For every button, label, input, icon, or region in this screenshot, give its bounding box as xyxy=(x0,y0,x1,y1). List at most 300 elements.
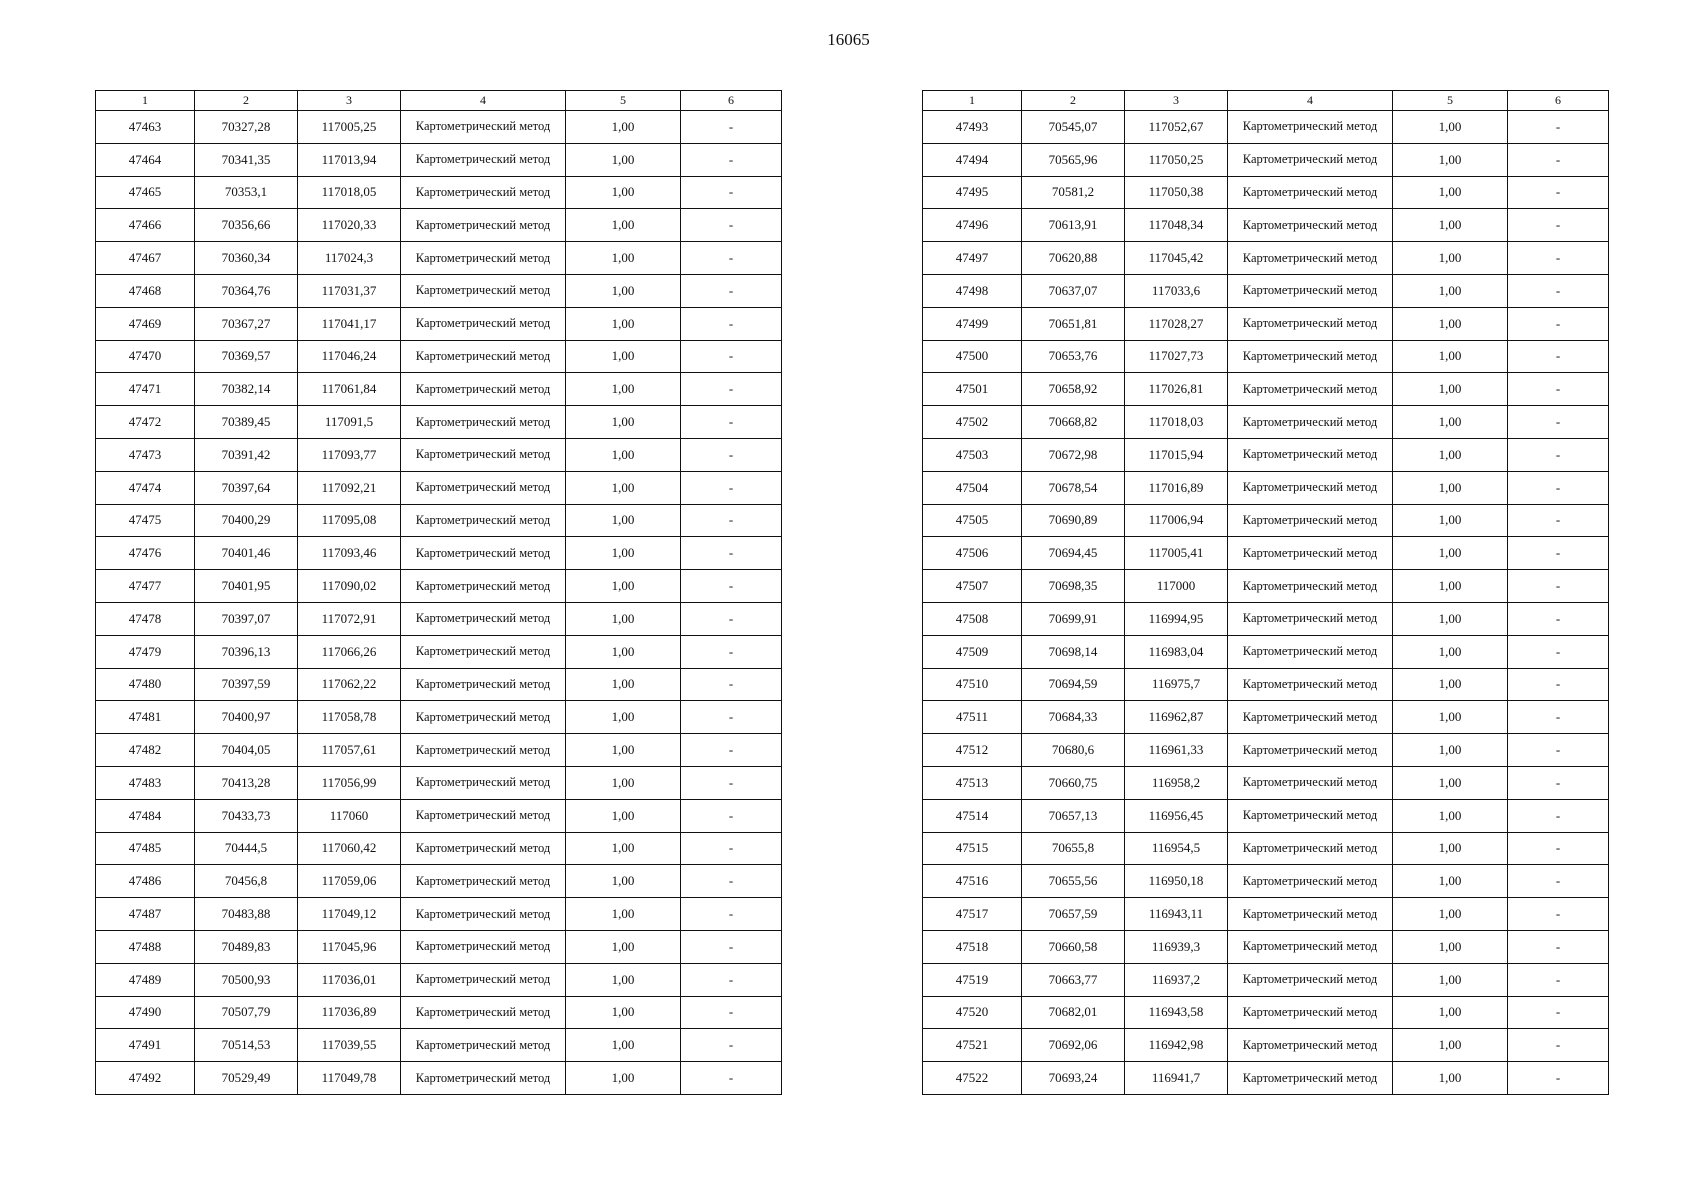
y-coordinate-cell: 117045,96 xyxy=(298,930,401,963)
y-coordinate-cell: 117031,37 xyxy=(298,274,401,307)
y-coordinate-cell: 117000 xyxy=(1125,570,1228,603)
y-coordinate-cell: 117027,73 xyxy=(1125,340,1228,373)
note-cell: - xyxy=(681,1029,782,1062)
table-row xyxy=(923,635,1609,668)
method-cell: Картометрический метод xyxy=(401,111,566,144)
table-row xyxy=(96,438,782,471)
table-row xyxy=(96,668,782,701)
x-coordinate-cell: 70514,53 xyxy=(195,1029,298,1062)
coordinates-table-right xyxy=(922,90,1609,1095)
x-coordinate-cell: 70341,35 xyxy=(195,143,298,176)
note-cell: - xyxy=(681,504,782,537)
accuracy-cell: 1,00 xyxy=(1393,471,1508,504)
accuracy-cell: 1,00 xyxy=(566,734,681,767)
method-cell: Картометрический метод xyxy=(1228,734,1393,767)
x-coordinate-cell: 70637,07 xyxy=(1022,274,1125,307)
y-coordinate-cell: 117049,12 xyxy=(298,898,401,931)
method-cell: Картометрический метод xyxy=(401,701,566,734)
point-number-cell: 47483 xyxy=(96,766,195,799)
table-row xyxy=(96,537,782,570)
note-cell: - xyxy=(681,668,782,701)
table-row xyxy=(923,242,1609,275)
accuracy-cell: 1,00 xyxy=(566,865,681,898)
accuracy-cell: 1,00 xyxy=(1393,701,1508,734)
accuracy-cell: 1,00 xyxy=(1393,734,1508,767)
note-cell: - xyxy=(681,734,782,767)
table-row xyxy=(96,504,782,537)
accuracy-cell: 1,00 xyxy=(1393,865,1508,898)
accuracy-cell: 1,00 xyxy=(1393,111,1508,144)
x-coordinate-cell: 70369,57 xyxy=(195,340,298,373)
x-coordinate-cell: 70444,5 xyxy=(195,832,298,865)
x-coordinate-cell: 70657,59 xyxy=(1022,898,1125,931)
accuracy-cell: 1,00 xyxy=(566,504,681,537)
column-header: 3 xyxy=(298,91,401,111)
y-coordinate-cell: 116958,2 xyxy=(1125,766,1228,799)
x-coordinate-cell: 70668,82 xyxy=(1022,406,1125,439)
accuracy-cell: 1,00 xyxy=(566,570,681,603)
note-cell: - xyxy=(681,471,782,504)
accuracy-cell: 1,00 xyxy=(1393,406,1508,439)
method-cell: Картометрический метод xyxy=(1228,406,1393,439)
accuracy-cell: 1,00 xyxy=(1393,930,1508,963)
point-number-cell: 47485 xyxy=(96,832,195,865)
accuracy-cell: 1,00 xyxy=(566,1029,681,1062)
point-number-cell: 47516 xyxy=(923,865,1022,898)
column-header: 3 xyxy=(1125,91,1228,111)
y-coordinate-cell: 116937,2 xyxy=(1125,963,1228,996)
note-cell: - xyxy=(681,963,782,996)
method-cell: Картометрический метод xyxy=(401,799,566,832)
point-number-cell: 47479 xyxy=(96,635,195,668)
table-row xyxy=(96,635,782,668)
x-coordinate-cell: 70694,45 xyxy=(1022,537,1125,570)
method-cell: Картометрический метод xyxy=(1228,111,1393,144)
y-coordinate-cell: 116939,3 xyxy=(1125,930,1228,963)
point-number-cell: 47482 xyxy=(96,734,195,767)
accuracy-cell: 1,00 xyxy=(1393,438,1508,471)
point-number-cell: 47476 xyxy=(96,537,195,570)
x-coordinate-cell: 70529,49 xyxy=(195,1062,298,1095)
table-row xyxy=(96,242,782,275)
y-coordinate-cell: 116943,58 xyxy=(1125,996,1228,1029)
x-coordinate-cell: 70413,28 xyxy=(195,766,298,799)
x-coordinate-cell: 70653,76 xyxy=(1022,340,1125,373)
x-coordinate-cell: 70400,29 xyxy=(195,504,298,537)
point-number-cell: 47470 xyxy=(96,340,195,373)
method-cell: Картометрический метод xyxy=(401,996,566,1029)
method-cell: Картометрический метод xyxy=(1228,930,1393,963)
column-header: 2 xyxy=(195,91,298,111)
table-row xyxy=(923,996,1609,1029)
method-cell: Картометрический метод xyxy=(401,406,566,439)
table-row xyxy=(96,209,782,242)
accuracy-cell: 1,00 xyxy=(566,274,681,307)
y-coordinate-cell: 117062,22 xyxy=(298,668,401,701)
table-row xyxy=(96,602,782,635)
table-row xyxy=(96,143,782,176)
x-coordinate-cell: 70660,75 xyxy=(1022,766,1125,799)
y-coordinate-cell: 117093,46 xyxy=(298,537,401,570)
y-coordinate-cell: 117048,34 xyxy=(1125,209,1228,242)
note-cell: - xyxy=(681,865,782,898)
point-number-cell: 47491 xyxy=(96,1029,195,1062)
table-row xyxy=(923,274,1609,307)
note-cell: - xyxy=(1508,307,1609,340)
table-row xyxy=(96,111,782,144)
x-coordinate-cell: 70396,13 xyxy=(195,635,298,668)
method-cell: Картометрический метод xyxy=(401,734,566,767)
table-row xyxy=(923,799,1609,832)
header-row xyxy=(923,91,1609,111)
y-coordinate-cell: 117095,08 xyxy=(298,504,401,537)
method-cell: Картометрический метод xyxy=(401,898,566,931)
point-number-cell: 47498 xyxy=(923,274,1022,307)
accuracy-cell: 1,00 xyxy=(566,111,681,144)
table-row xyxy=(96,373,782,406)
column-header: 5 xyxy=(566,91,681,111)
y-coordinate-cell: 117050,38 xyxy=(1125,176,1228,209)
x-coordinate-cell: 70693,24 xyxy=(1022,1062,1125,1095)
point-number-cell: 47517 xyxy=(923,898,1022,931)
note-cell: - xyxy=(681,766,782,799)
accuracy-cell: 1,00 xyxy=(566,1062,681,1095)
point-number-cell: 47499 xyxy=(923,307,1022,340)
table-row xyxy=(96,570,782,603)
accuracy-cell: 1,00 xyxy=(1393,963,1508,996)
table-row xyxy=(96,701,782,734)
point-number-cell: 47477 xyxy=(96,570,195,603)
point-number-cell: 47464 xyxy=(96,143,195,176)
method-cell: Картометрический метод xyxy=(1228,832,1393,865)
accuracy-cell: 1,00 xyxy=(1393,898,1508,931)
note-cell: - xyxy=(1508,438,1609,471)
y-coordinate-cell: 117061,84 xyxy=(298,373,401,406)
method-cell: Картометрический метод xyxy=(1228,635,1393,668)
accuracy-cell: 1,00 xyxy=(1393,570,1508,603)
note-cell: - xyxy=(681,274,782,307)
y-coordinate-cell: 117091,5 xyxy=(298,406,401,439)
point-number-cell: 47474 xyxy=(96,471,195,504)
method-cell: Картометрический метод xyxy=(1228,504,1393,537)
table-row xyxy=(96,832,782,865)
note-cell: - xyxy=(681,143,782,176)
table-row xyxy=(923,766,1609,799)
accuracy-cell: 1,00 xyxy=(566,766,681,799)
y-coordinate-cell: 117006,94 xyxy=(1125,504,1228,537)
table-row xyxy=(96,274,782,307)
note-cell: - xyxy=(1508,406,1609,439)
note-cell: - xyxy=(1508,832,1609,865)
method-cell: Картометрический метод xyxy=(401,373,566,406)
point-number-cell: 47500 xyxy=(923,340,1022,373)
column-header: 6 xyxy=(1508,91,1609,111)
accuracy-cell: 1,00 xyxy=(566,701,681,734)
table-row xyxy=(96,471,782,504)
accuracy-cell: 1,00 xyxy=(1393,799,1508,832)
column-header: 2 xyxy=(1022,91,1125,111)
method-cell: Картометрический метод xyxy=(1228,1029,1393,1062)
x-coordinate-cell: 70397,64 xyxy=(195,471,298,504)
y-coordinate-cell: 117020,33 xyxy=(298,209,401,242)
note-cell: - xyxy=(1508,471,1609,504)
y-coordinate-cell: 117018,03 xyxy=(1125,406,1228,439)
method-cell: Картометрический метод xyxy=(401,209,566,242)
table-row xyxy=(923,602,1609,635)
point-number-cell: 47515 xyxy=(923,832,1022,865)
method-cell: Картометрический метод xyxy=(401,570,566,603)
point-number-cell: 47468 xyxy=(96,274,195,307)
method-cell: Картометрический метод xyxy=(1228,242,1393,275)
note-cell: - xyxy=(681,209,782,242)
table-row xyxy=(96,898,782,931)
y-coordinate-cell: 117092,21 xyxy=(298,471,401,504)
table-row xyxy=(923,373,1609,406)
coordinates-table-left xyxy=(95,90,782,1095)
y-coordinate-cell: 117060 xyxy=(298,799,401,832)
note-cell: - xyxy=(1508,143,1609,176)
accuracy-cell: 1,00 xyxy=(1393,307,1508,340)
method-cell: Картометрический метод xyxy=(401,504,566,537)
y-coordinate-cell: 117072,91 xyxy=(298,602,401,635)
x-coordinate-cell: 70507,79 xyxy=(195,996,298,1029)
table-row xyxy=(923,537,1609,570)
point-number-cell: 47475 xyxy=(96,504,195,537)
method-cell: Картометрический метод xyxy=(401,602,566,635)
x-coordinate-cell: 70404,05 xyxy=(195,734,298,767)
y-coordinate-cell: 117005,25 xyxy=(298,111,401,144)
point-number-cell: 47508 xyxy=(923,602,1022,635)
y-coordinate-cell: 116950,18 xyxy=(1125,865,1228,898)
table-row xyxy=(923,406,1609,439)
method-cell: Картометрический метод xyxy=(1228,898,1393,931)
point-number-cell: 47522 xyxy=(923,1062,1022,1095)
accuracy-cell: 1,00 xyxy=(566,635,681,668)
method-cell: Картометрический метод xyxy=(401,766,566,799)
point-number-cell: 47465 xyxy=(96,176,195,209)
y-coordinate-cell: 117033,6 xyxy=(1125,274,1228,307)
x-coordinate-cell: 70400,97 xyxy=(195,701,298,734)
note-cell: - xyxy=(1508,373,1609,406)
method-cell: Картометрический метод xyxy=(401,340,566,373)
point-number-cell: 47520 xyxy=(923,996,1022,1029)
accuracy-cell: 1,00 xyxy=(566,963,681,996)
note-cell: - xyxy=(1508,865,1609,898)
x-coordinate-cell: 70658,92 xyxy=(1022,373,1125,406)
method-cell: Картометрический метод xyxy=(1228,176,1393,209)
x-coordinate-cell: 70401,95 xyxy=(195,570,298,603)
x-coordinate-cell: 70684,33 xyxy=(1022,701,1125,734)
accuracy-cell: 1,00 xyxy=(566,209,681,242)
note-cell: - xyxy=(1508,111,1609,144)
y-coordinate-cell: 117036,01 xyxy=(298,963,401,996)
point-number-cell: 47504 xyxy=(923,471,1022,504)
note-cell: - xyxy=(681,438,782,471)
y-coordinate-cell: 117066,26 xyxy=(298,635,401,668)
point-number-cell: 47480 xyxy=(96,668,195,701)
x-coordinate-cell: 70364,76 xyxy=(195,274,298,307)
x-coordinate-cell: 70660,58 xyxy=(1022,930,1125,963)
point-number-cell: 47484 xyxy=(96,799,195,832)
table-row xyxy=(923,668,1609,701)
note-cell: - xyxy=(681,799,782,832)
point-number-cell: 47486 xyxy=(96,865,195,898)
method-cell: Картометрический метод xyxy=(1228,340,1393,373)
x-coordinate-cell: 70360,34 xyxy=(195,242,298,275)
y-coordinate-cell: 117050,25 xyxy=(1125,143,1228,176)
note-cell: - xyxy=(1508,570,1609,603)
point-number-cell: 47503 xyxy=(923,438,1022,471)
method-cell: Картометрический метод xyxy=(401,668,566,701)
x-coordinate-cell: 70391,42 xyxy=(195,438,298,471)
method-cell: Картометрический метод xyxy=(401,1029,566,1062)
method-cell: Картометрический метод xyxy=(401,635,566,668)
y-coordinate-cell: 117016,89 xyxy=(1125,471,1228,504)
table-row xyxy=(96,1029,782,1062)
point-number-cell: 47469 xyxy=(96,307,195,340)
table-row xyxy=(96,799,782,832)
y-coordinate-cell: 116961,33 xyxy=(1125,734,1228,767)
accuracy-cell: 1,00 xyxy=(566,143,681,176)
x-coordinate-cell: 70672,98 xyxy=(1022,438,1125,471)
x-coordinate-cell: 70655,8 xyxy=(1022,832,1125,865)
table-row xyxy=(923,865,1609,898)
y-coordinate-cell: 117059,06 xyxy=(298,865,401,898)
x-coordinate-cell: 70483,88 xyxy=(195,898,298,931)
x-coordinate-cell: 70694,59 xyxy=(1022,668,1125,701)
point-number-cell: 47490 xyxy=(96,996,195,1029)
table-row xyxy=(923,471,1609,504)
note-cell: - xyxy=(681,537,782,570)
y-coordinate-cell: 117057,61 xyxy=(298,734,401,767)
table-row xyxy=(923,930,1609,963)
y-coordinate-cell: 117093,77 xyxy=(298,438,401,471)
note-cell: - xyxy=(681,570,782,603)
accuracy-cell: 1,00 xyxy=(1393,832,1508,865)
point-number-cell: 47497 xyxy=(923,242,1022,275)
method-cell: Картометрический метод xyxy=(401,832,566,865)
accuracy-cell: 1,00 xyxy=(566,340,681,373)
x-coordinate-cell: 70655,56 xyxy=(1022,865,1125,898)
y-coordinate-cell: 117052,67 xyxy=(1125,111,1228,144)
point-number-cell: 47478 xyxy=(96,602,195,635)
point-number-cell: 47505 xyxy=(923,504,1022,537)
accuracy-cell: 1,00 xyxy=(566,930,681,963)
x-coordinate-cell: 70433,73 xyxy=(195,799,298,832)
table-row xyxy=(923,438,1609,471)
note-cell: - xyxy=(681,111,782,144)
method-cell: Картометрический метод xyxy=(1228,570,1393,603)
point-number-cell: 47473 xyxy=(96,438,195,471)
method-cell: Картометрический метод xyxy=(1228,602,1393,635)
method-cell: Картометрический метод xyxy=(1228,799,1393,832)
y-coordinate-cell: 116962,87 xyxy=(1125,701,1228,734)
method-cell: Картометрический метод xyxy=(1228,373,1393,406)
x-coordinate-cell: 70327,28 xyxy=(195,111,298,144)
point-number-cell: 47463 xyxy=(96,111,195,144)
point-number-cell: 47519 xyxy=(923,963,1022,996)
y-coordinate-cell: 116983,04 xyxy=(1125,635,1228,668)
y-coordinate-cell: 117026,81 xyxy=(1125,373,1228,406)
note-cell: - xyxy=(1508,701,1609,734)
table-row xyxy=(96,766,782,799)
y-coordinate-cell: 117045,42 xyxy=(1125,242,1228,275)
accuracy-cell: 1,00 xyxy=(1393,635,1508,668)
x-coordinate-cell: 70456,8 xyxy=(195,865,298,898)
x-coordinate-cell: 70678,54 xyxy=(1022,471,1125,504)
method-cell: Картометрический метод xyxy=(401,1062,566,1095)
note-cell: - xyxy=(681,635,782,668)
note-cell: - xyxy=(1508,537,1609,570)
column-header: 1 xyxy=(96,91,195,111)
method-cell: Картометрический метод xyxy=(1228,668,1393,701)
note-cell: - xyxy=(681,242,782,275)
accuracy-cell: 1,00 xyxy=(566,242,681,275)
table-row xyxy=(96,963,782,996)
y-coordinate-cell: 117046,24 xyxy=(298,340,401,373)
point-number-cell: 47492 xyxy=(96,1062,195,1095)
method-cell: Картометрический метод xyxy=(1228,537,1393,570)
note-cell: - xyxy=(1508,602,1609,635)
y-coordinate-cell: 116941,7 xyxy=(1125,1062,1228,1095)
note-cell: - xyxy=(1508,1062,1609,1095)
column-header: 4 xyxy=(401,91,566,111)
x-coordinate-cell: 70651,81 xyxy=(1022,307,1125,340)
column-header: 1 xyxy=(923,91,1022,111)
accuracy-cell: 1,00 xyxy=(566,602,681,635)
accuracy-cell: 1,00 xyxy=(566,438,681,471)
method-cell: Картометрический метод xyxy=(1228,307,1393,340)
accuracy-cell: 1,00 xyxy=(1393,143,1508,176)
method-cell: Картометрический метод xyxy=(1228,766,1393,799)
page-number: 16065 xyxy=(827,30,870,49)
point-number-cell: 47494 xyxy=(923,143,1022,176)
accuracy-cell: 1,00 xyxy=(566,406,681,439)
accuracy-cell: 1,00 xyxy=(1393,766,1508,799)
method-cell: Картометрический метод xyxy=(1228,209,1393,242)
note-cell: - xyxy=(1508,799,1609,832)
note-cell: - xyxy=(681,340,782,373)
y-coordinate-cell: 117039,55 xyxy=(298,1029,401,1062)
table-row xyxy=(96,996,782,1029)
accuracy-cell: 1,00 xyxy=(1393,1029,1508,1062)
note-cell: - xyxy=(681,176,782,209)
x-coordinate-cell: 70613,91 xyxy=(1022,209,1125,242)
accuracy-cell: 1,00 xyxy=(566,898,681,931)
table-row xyxy=(923,701,1609,734)
note-cell: - xyxy=(1508,209,1609,242)
accuracy-cell: 1,00 xyxy=(566,373,681,406)
x-coordinate-cell: 70500,93 xyxy=(195,963,298,996)
method-cell: Картометрический метод xyxy=(401,143,566,176)
column-header: 4 xyxy=(1228,91,1393,111)
method-cell: Картометрический метод xyxy=(1228,143,1393,176)
accuracy-cell: 1,00 xyxy=(1393,602,1508,635)
accuracy-cell: 1,00 xyxy=(566,307,681,340)
point-number-cell: 47521 xyxy=(923,1029,1022,1062)
accuracy-cell: 1,00 xyxy=(566,537,681,570)
point-number-cell: 47489 xyxy=(96,963,195,996)
point-number-cell: 47510 xyxy=(923,668,1022,701)
point-number-cell: 47481 xyxy=(96,701,195,734)
accuracy-cell: 1,00 xyxy=(566,996,681,1029)
table-row xyxy=(923,143,1609,176)
x-coordinate-cell: 70682,01 xyxy=(1022,996,1125,1029)
method-cell: Картометрический метод xyxy=(401,242,566,275)
point-number-cell: 47501 xyxy=(923,373,1022,406)
table-row xyxy=(96,307,782,340)
table-row xyxy=(96,406,782,439)
